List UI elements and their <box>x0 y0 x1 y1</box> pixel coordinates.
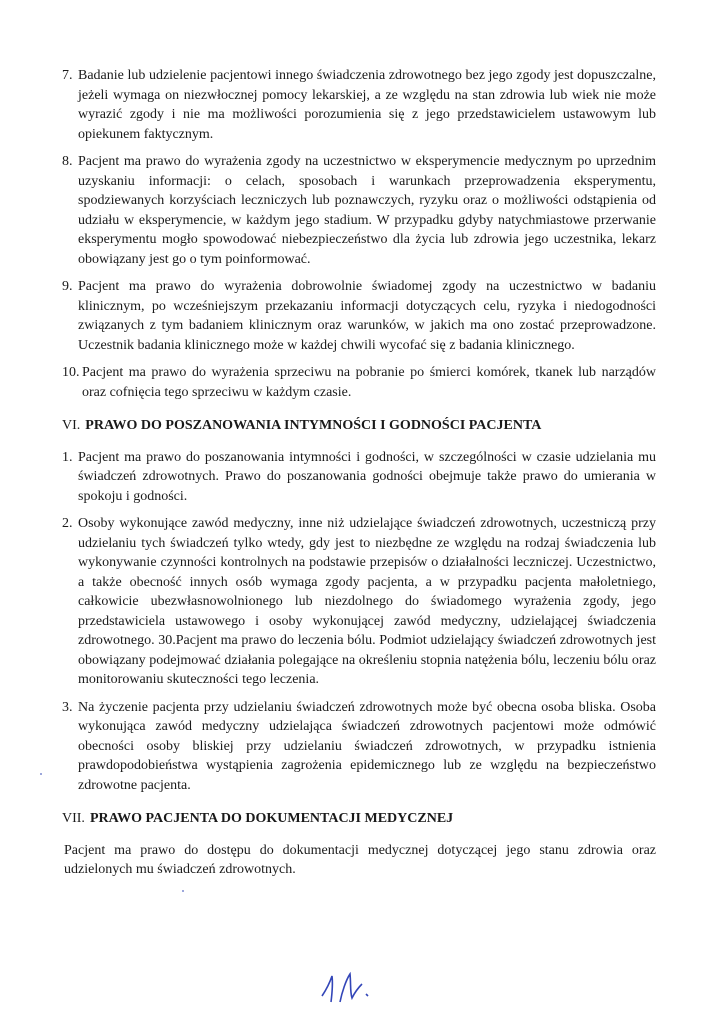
item-text: Pacjent ma prawo do wyrażenia sprzeciwu na pobranie po śmierci komórek, tkanek lub narządów oraz cofnięcia tego sprzeciwu w każdym czasie. <box>82 365 656 400</box>
item-text: Badanie lub udzielenie pacjentowi innego świadczenia zdrowotnego bez jego zgody jest dopuszczalne, jeżeli wymaga on niezwłocznej pomocy lekarskiej, a ze względu na stan zdrowia lub wiek nie może wyrazić zgody i nie ma możliwości porozumienia się z jego przedstawicielem ustawowym lub opiekunem faktycznym. <box>78 68 656 142</box>
section-title: PRAWO PACJENTA DO DOKUMENTACJI MEDYCZNEJ <box>89 811 454 826</box>
list-item <box>62 698 656 796</box>
section-heading-vi <box>62 416 656 436</box>
list-item <box>62 514 656 690</box>
list-item <box>62 363 656 402</box>
list-item <box>62 448 656 507</box>
list-item <box>62 66 656 144</box>
item-text: Pacjent ma prawo do wyrażenia zgody na uczestnictwo w eksperymencie medycznym po uprzednim uzyskaniu informacji: o celach, sposobach i warunkach przeprowadzenia eksperymentu, spodziewanych korzyściach leczniczych lub poznawczych, ryzyku oraz o możliwości odstąpienia od udziału w eksperymencie, w każdym jego stadium. W przypadku gdyby natychmiastowe przerwanie eksperymentu mogło spowodować niebezpieczeństwo dla życia lub zdrowia jego uczestnika, lekarz obowiązany jest go o tym poinformować. <box>78 154 656 267</box>
item-number: 7. <box>62 68 73 83</box>
section-heading-vii <box>62 809 656 829</box>
document-page <box>62 66 656 880</box>
item-number: 3. <box>62 699 73 715</box>
item-text: Osoby wykonujące zawód medyczny, inne niż udzielające świadczeń zdrowotnych, uczestniczą przy udzielaniu tych świadczeń tylko wtedy, gdy jest to niezbędne ze względu na rodzaj świadczenia lub wykonywanie czynności kontrolnych na podstawie przepisów o działalności leczniczej. Uczestnictwo, a także obecność innych osób wymaga zgody pacjenta, a w przypadku pacjenta małoletniego, całkowicie ubezwłasnowolnionego lub niezdolnego do świadomego wyrażenia zgody, jego przedstawiciela ustawowego i osoby wykonującej zawód medyczny, udzielającej świadczenia zdrowotnego. 30.Pacjent ma prawo do leczenia bólu. Podmiot udzielający świadczeń zdrowotnych jest obowiązany podejmować działania polegające na określeniu stopnia natężenia bólu, leczeniu bólu oraz monitorowaniu skuteczności tego leczenia. <box>78 516 656 687</box>
section-paragraph: Pacjent ma prawo do dostępu do dokumentacji medycznej dotyczącej jego stanu zdrowia oraz udzielonych mu świadczeń zdrowotnych. <box>64 842 656 877</box>
item-text: Pacjent ma prawo do wyrażenia dobrowolnie świadomej zgody na uczestnictwo w badaniu klinicznym, po wcześniejszym przekazaniu informacji dotyczących celu, ryzyka i niedogodności związanych z tym badaniem klinicznym oraz warunków, w jakich ma ono zostać przeprowadzone. Uczestnik badania klinicznego może w każdej chwili wycofać się z badania klinicznego. <box>78 279 656 353</box>
item-text: Na życzenie pacjenta przy udzielaniu świadczeń zdrowotnych może być obecna osoba bliska. Osoba wykonująca zawód medyczny udzielająca świadczeń zdrowotnych pacjentowi może odmówić obecności osoby bliskiej przy udzielaniu świadczeń zdrowotnych, w przypadku istnienia prawdopodobieństwa wystąpienia zagrożenia epidemicznego lub ze względu na bezpieczeństwo zdrowotne pacjenta. <box>78 699 656 793</box>
item-number: 9. <box>62 279 73 294</box>
item-text: Pacjent ma prawo do poszanowania intymności i godności, w szczególności w czasie udzielania mu świadczeń zdrowotnych. Prawo do poszanowania godności obejmuje także prawo do umierania w spokoju i godności. <box>78 449 656 504</box>
ink-speck <box>40 773 42 775</box>
section-number: VI. <box>62 418 81 433</box>
signature-icon <box>318 966 388 1006</box>
list-item <box>62 152 656 269</box>
list-item <box>62 277 656 355</box>
item-number: 1. <box>62 449 73 465</box>
section-number: VII. <box>62 811 85 826</box>
section-title: PRAWO DO POSZANOWANIA INTYMNOŚCI I GODNOŚCI PACJENTA <box>85 418 542 433</box>
item-number: 2. <box>62 516 73 531</box>
ink-speck <box>182 890 184 892</box>
item-number: 10. <box>62 365 80 380</box>
item-number: 8. <box>62 154 73 169</box>
